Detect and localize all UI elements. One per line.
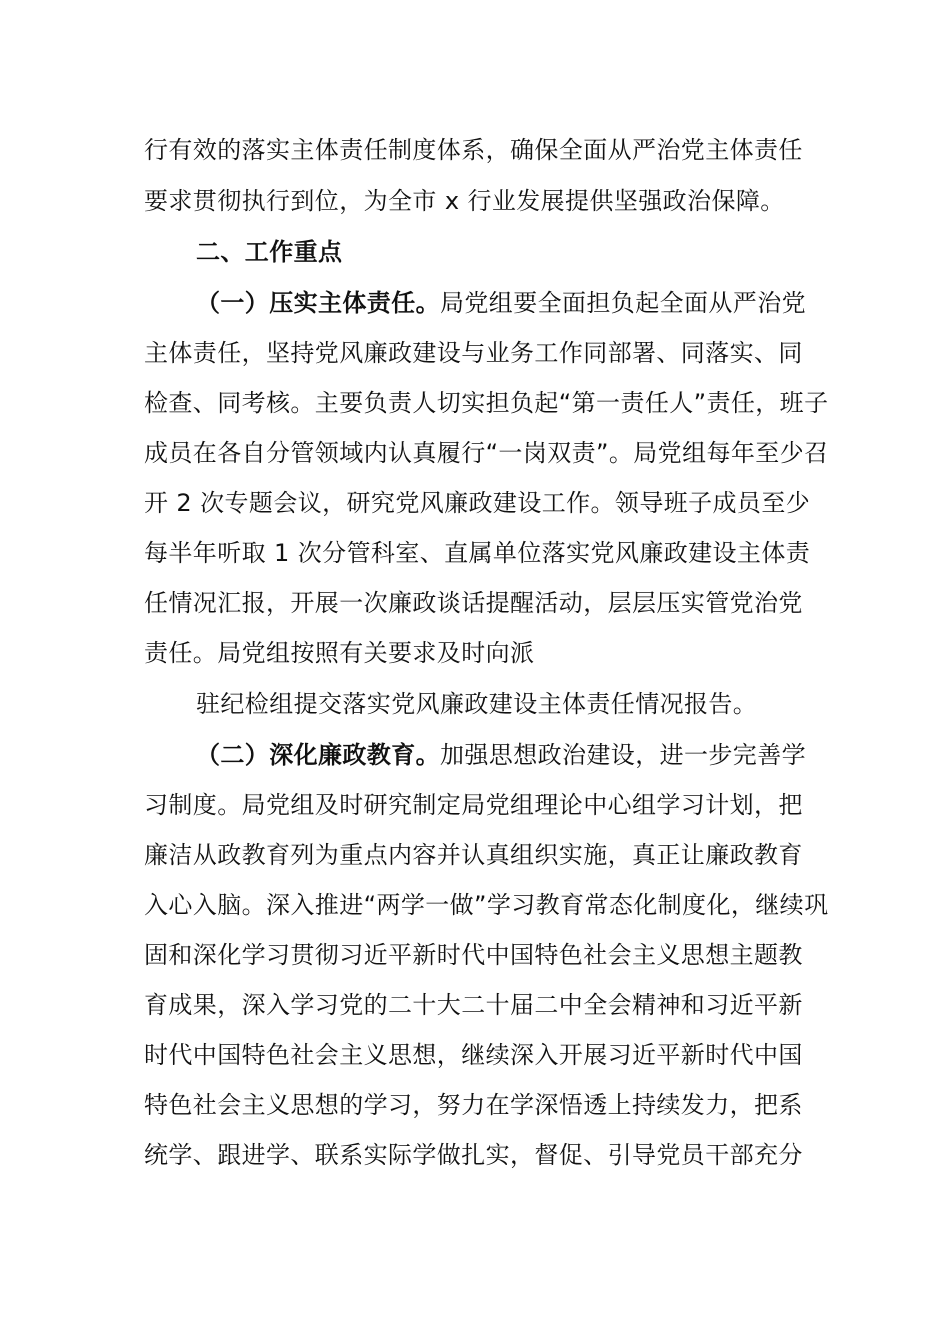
body-text-line: 统学、跟进学、联系实际学做扎实，督促、引导党员干部充分 [144,1141,803,1169]
body-text-line: 开 2 次专题会议，研究党风廉政建设工作。领导班子成员至少 [144,489,811,517]
subsection-title: （二）深化廉政教育。 [196,741,440,769]
body-text-line: 要求贯彻执行到位，为全市 x 行业发展提供坚强政治保障。 [144,187,785,215]
body-text-line: 行有效的落实主体责任制度体系，确保全面从严治党主体责任 [144,136,803,164]
section-heading: 二、工作重点 [196,238,343,266]
body-text-line: 每半年听取 1 次分管科室、直属单位落实党风廉政建设主体责 [144,539,811,567]
body-text-line: 成员在各自分管领域内认真履行“一岗双责”。局党组每年至少召 [144,439,829,467]
body-text-line: 任情况汇报，开展一次廉政谈话提醒活动，层层压实管党治党 [144,589,803,617]
body-text-line: 时代中国特色社会主义思想，继续深入开展习近平新时代中国 [144,1041,803,1069]
subsection-title: （一）压实主体责任。 [196,289,440,317]
subsection-line [196,738,806,772]
body-text-line: 责任。局党组按照有关要求及时向派 [144,639,535,667]
body-text-line: 习制度。局党组及时研究制定局党组理论中心组学习计划，把 [144,791,803,819]
body-text-line: 特色社会主义思想的学习，努力在学深悟透上持续发力，把系 [144,1091,803,1119]
subsection-line [196,286,806,320]
body-text-line: 驻纪检组提交落实党风廉政建设主体责任情况报告。 [196,690,758,718]
body-text-line: 主体责任，坚持党风廉政建设与业务工作同部署、同落实、同 [144,339,803,367]
body-text-line: 育成果，深入学习党的二十大二十届二中全会精神和习近平新 [144,991,803,1019]
subsection-text: 加强思想政治建设，进一步完善学 [440,741,806,769]
body-text-line: 固和深化学习贯彻习近平新时代中国特色社会主义思想主题教 [144,941,803,969]
body-text-line: 廉洁从政教育列为重点内容并认真组织实施，真正让廉政教育 [144,841,803,869]
body-text-line: 检查、同考核。主要负责人切实担负起“第一责任人”责任，班子 [144,389,829,417]
body-text-line: 入心入脑。深入推进“两学一做”学习教育常态化制度化，继续巩 [144,891,829,919]
subsection-text: 局党组要全面担负起全面从严治党 [440,289,806,317]
